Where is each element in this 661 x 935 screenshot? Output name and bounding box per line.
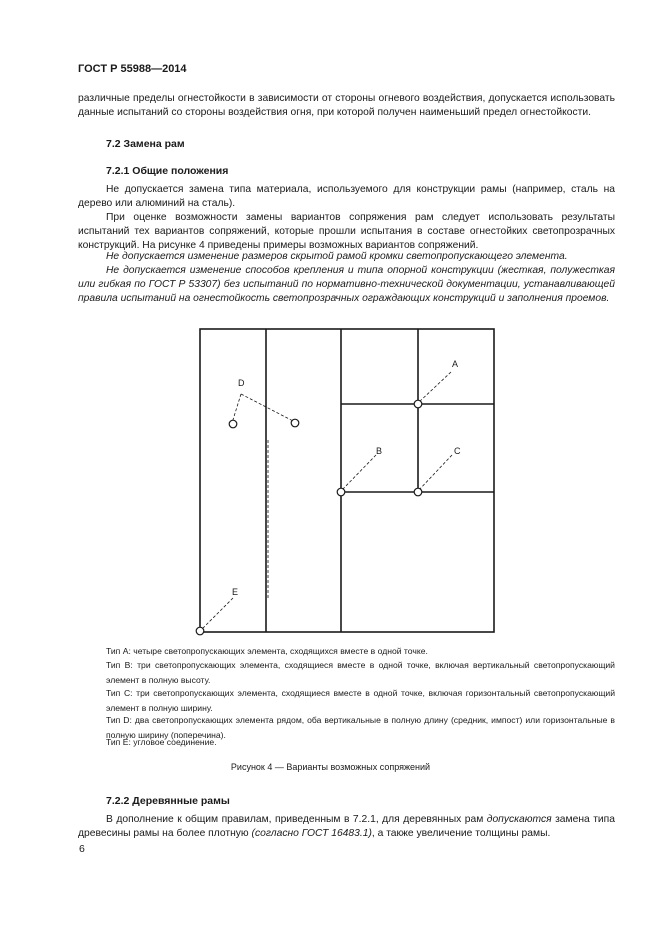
joint-a-marker [414,400,422,408]
caption-type-d: Тип D: два светопропускающих элемента рядом, оба вертикальные в полную длину (средник, импост) или горизонтальные в полную ширину (поперечина). [106,715,615,740]
document-header: ГОСТ Р 55988—2014 [78,63,187,75]
caption-type-a: Тип А: четыре светопропускающих элемента, сходящихся вместе в одной точке. [106,646,428,656]
joint-d-marker-right [291,419,299,427]
leader-b [341,455,376,491]
frame-outline [200,329,494,632]
joint-b-marker [337,488,345,496]
wood-text-italic-standard: (согласно ГОСТ 16483.1) [251,828,372,839]
caption-type-e: Тип Е: угловое соединение. [106,737,217,747]
label-a: A [452,359,459,369]
page-number: 6 [79,843,85,855]
leader-d-right [241,394,295,422]
paragraph-fixing: Не допускается изменение способов крепления и типа опорной конструкции (жесткая, полужесткая или гибкая по ГОСТ Р 53307) без испытаний по нормативно-технической документации, устанавливающей правила испытаний на огнестойкость светопрозрачных ограждающих конструкций и заполнения проемов. [78,265,615,304]
leader-d-left [232,394,241,423]
leader-e [200,598,233,631]
figure-title: Рисунок 4 — Варианты возможных сопряжений [230,762,431,772]
wood-text-italic-permitted: допускаются [486,814,552,825]
label-b: B [376,446,383,456]
section-7-2-1-heading: 7.2.1 Общие положения [106,165,229,177]
paragraph-wooden-frames [78,813,615,841]
caption-type-c: Тип С: три светопропускающих элемента, сходящиеся вместе в одной точке, включая горизонтальный светопропускающий элемент в полную ширину. [106,688,615,713]
intro-paragraph: различные пределы огнестойкости в зависимости от стороны огневого воздействия, допускается использовать данные испытаний со стороны воздействия огня, при которой получен наименьший предел огнестойкости. [78,93,615,118]
section-7-2-heading: 7.2 Замена рам [106,138,185,150]
wood-text-prefix: В дополнение к общим правилам, приведенным в 7.2.1, для деревянных рам [106,814,487,825]
caption-type-b: Тип В: три светопропускающих элемента, сходящиеся вместе в одной точке, включая вертикальный светопропускающий элемент в полную высоту. [106,660,615,685]
wood-text-middle: замена типа древесины рамы на более плотную [78,814,615,839]
wood-text-suffix: , а также увеличение толщины рамы. [371,828,551,839]
leader-a [418,372,451,403]
joint-e-marker [196,627,204,635]
paragraph-edge-size: Не допускается изменение размеров скрытой рамой кромки светопропускающего элемента. [106,251,568,262]
section-7-2-2-heading: 7.2.2 Деревянные рамы [106,795,230,807]
label-e: E [232,587,239,597]
joint-d-marker-left [229,420,237,428]
paragraph-material: Не допускается замена типа материала, используемого для конструкции рамы (например, сталь на дерево или алюминий на сталь). [78,184,615,209]
paragraph-joints: При оценке возможности замены вариантов сопряжения рам следует использовать результаты испытаний тех вариантов сопряжений, которые прошли испытания в составе огнестойких светопрозрачных конструкций. На рисунке 4 приведены примеры возможных вариантов сопряжений. [78,212,615,251]
label-d: D [238,378,245,388]
leader-c [418,455,452,491]
joint-c-marker [414,488,422,496]
label-c: C [454,446,461,456]
